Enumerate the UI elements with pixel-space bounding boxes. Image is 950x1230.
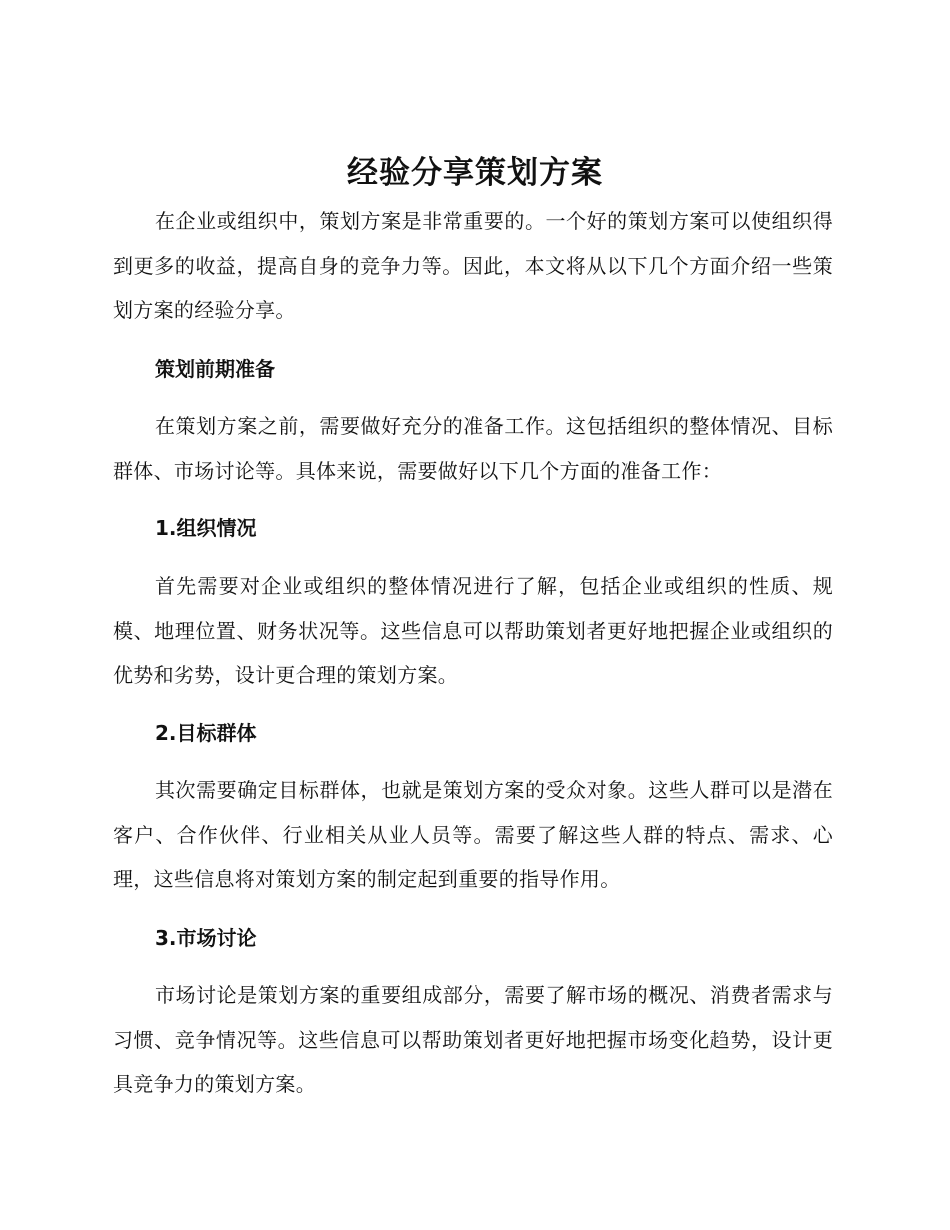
section-heading-preparation: 策划前期准备	[155, 357, 275, 381]
section-body-organization: 首先需要对企业或组织的整体情况进行了解，包括企业或组织的性质、规模、地理位置、财务状况等。这些信息可以帮助策划者更好地把握企业或组织的优势和劣势，设计更合理的策划方案。	[113, 574, 833, 687]
section-heading-market: 3.市场讨论	[155, 926, 257, 950]
document-title: 经验分享策划方案	[347, 155, 603, 191]
section-body-market: 市场讨论是策划方案的重要组成部分，需要了解市场的概况、消费者需求与习惯、竞争情况等。这些信息可以帮助策划者更好地把握市场变化趋势，设计更具竞争力的策划方案。	[113, 983, 833, 1096]
section-body-target-group: 其次需要确定目标群体，也就是策划方案的受众对象。这些人群可以是潜在客户、合作伙伴、行业相关从业人员等。需要了解这些人群的特点、需求、心理，这些信息将对策划方案的制定起到重要的指导作用。	[113, 778, 833, 891]
intro-paragraph: 在企业或组织中，策划方案是非常重要的。一个好的策划方案可以使组织得到更多的收益，提高自身的竞争力等。因此，本文将从以下几个方面介绍一些策划方案的经验分享。	[113, 209, 833, 322]
section-body-preparation: 在策划方案之前，需要做好充分的准备工作。这包括组织的整体情况、目标群体、市场讨论等。具体来说，需要做好以下几个方面的准备工作：	[113, 414, 833, 483]
section-heading-target-group: 2.目标群体	[155, 721, 257, 745]
section-heading-organization: 1.组织情况	[155, 516, 257, 540]
